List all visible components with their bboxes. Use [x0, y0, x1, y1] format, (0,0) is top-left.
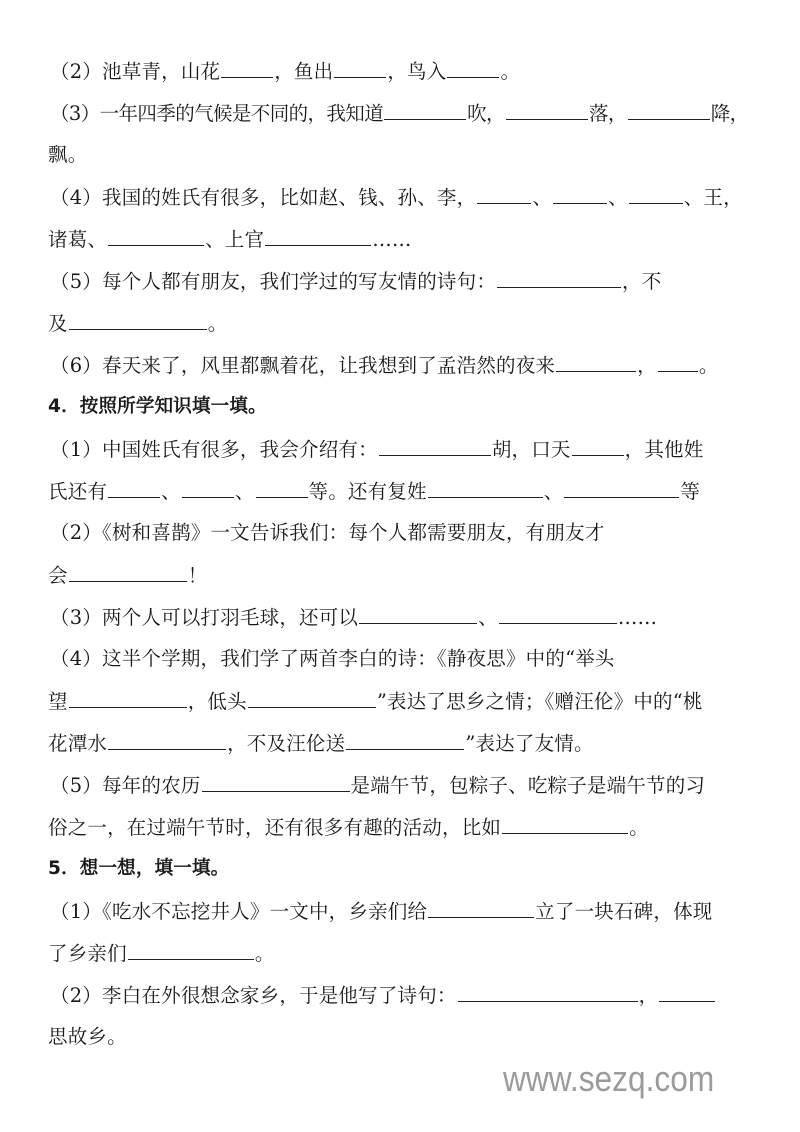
question-3-5	[50, 266, 661, 296]
answer-blank[interactable]	[502, 812, 628, 834]
question-3-2	[50, 56, 520, 86]
question-text: ，不及汪伦送	[227, 732, 346, 755]
question-text: 降，	[710, 102, 749, 125]
question-number: （2）	[50, 60, 103, 83]
question-text: 。	[254, 942, 275, 965]
answer-blank[interactable]	[553, 182, 607, 204]
answer-blank[interactable]	[447, 56, 499, 78]
question-number: （1）	[50, 438, 103, 461]
answer-blank[interactable]	[564, 476, 679, 498]
question-3-3-cont	[48, 140, 87, 170]
answer-blank[interactable]	[379, 434, 491, 456]
answer-blank[interactable]	[497, 266, 621, 288]
question-text: 会	[48, 564, 68, 587]
question-4-1-cont	[48, 476, 700, 506]
question-text: ，鱼出	[274, 60, 334, 83]
question-number: （3）	[50, 102, 100, 125]
answer-blank[interactable]	[265, 224, 371, 246]
question-text: 望	[48, 690, 68, 713]
question-number: （4）	[50, 647, 103, 670]
question-text: 《吃水不忘挖井人》一文中，乡亲们给	[102, 900, 428, 923]
question-5-2	[50, 980, 716, 1010]
question-3-6	[50, 350, 719, 380]
question-text: ，低头	[187, 690, 247, 713]
question-4-4-cont2	[48, 728, 594, 758]
question-number: （2）	[50, 984, 103, 1007]
question-text: 诸葛、	[48, 228, 108, 251]
question-text: ！	[187, 564, 208, 587]
question-text: 两个人可以打羽毛球，还可以	[102, 606, 359, 629]
answer-blank[interactable]	[506, 98, 588, 120]
question-3-4-cont	[48, 224, 412, 254]
question-text: 是端午节，包粽子、吃粽子是端午节的习	[350, 774, 706, 797]
question-text: 了乡亲们	[48, 942, 127, 965]
question-text: 。	[629, 816, 649, 839]
question-4-3	[50, 602, 657, 632]
question-text: ……	[617, 606, 658, 629]
question-text: 每年的农历	[102, 774, 201, 797]
answer-blank[interactable]	[108, 224, 204, 246]
question-3-5-cont	[48, 308, 227, 338]
question-text: 、上官	[205, 228, 265, 251]
question-number: （5）	[50, 774, 103, 797]
question-text: 飘。	[48, 143, 88, 166]
question-5-1-cont	[48, 938, 275, 968]
answer-blank[interactable]	[458, 980, 638, 1002]
question-text: ，	[637, 354, 657, 377]
question-5-2-cont	[48, 1022, 127, 1052]
question-text: 我国的姓氏有很多，比如赵、钱、孙、李，	[102, 186, 477, 209]
question-text: 俗之一，在过端午节时，还有很多有趣的活动，比如	[48, 816, 502, 839]
question-text: 吹，	[467, 102, 505, 125]
section-4-heading: 4．按照所学知识填一填。	[48, 396, 267, 417]
answer-blank[interactable]	[256, 476, 308, 498]
question-number: （5）	[50, 270, 103, 293]
answer-blank[interactable]	[659, 980, 715, 1002]
question-text: 、	[234, 480, 255, 503]
answer-blank[interactable]	[428, 476, 543, 498]
question-text: 落，	[588, 102, 627, 125]
question-number: （1）	[50, 900, 103, 923]
question-text: ”表达了友情。	[465, 732, 594, 755]
question-text: 春天来了，风里都飘着花，让我想到了孟浩然的夜来	[102, 354, 556, 377]
question-text: ，鸟入	[387, 60, 447, 83]
question-text: 、王，	[683, 186, 743, 209]
answer-blank[interactable]	[556, 350, 636, 372]
answer-blank[interactable]	[248, 686, 376, 708]
question-text: 李白在外很想念家乡，于是他写了诗句：	[102, 984, 457, 1007]
question-3-3	[50, 98, 749, 128]
answer-blank[interactable]	[428, 896, 534, 918]
question-text: 。	[500, 60, 521, 83]
answer-blank[interactable]	[477, 182, 531, 204]
question-4-1	[50, 434, 703, 464]
question-text: 思故乡。	[48, 1025, 127, 1048]
question-text: ”表达了思乡之情；《赠汪伦》中的“桃	[376, 690, 703, 713]
answer-blank[interactable]	[69, 308, 207, 330]
answer-blank[interactable]	[221, 56, 273, 78]
question-3-4	[50, 182, 743, 212]
question-4-2-cont	[48, 560, 207, 590]
question-number: （2）	[50, 521, 103, 544]
question-4-2	[50, 518, 604, 548]
question-text: ，其他姓	[624, 438, 704, 461]
question-text: 。	[698, 354, 719, 377]
question-4-4-cont	[48, 686, 703, 716]
answer-blank[interactable]	[182, 476, 234, 498]
answer-blank[interactable]	[334, 56, 386, 78]
question-4-5-cont	[48, 812, 649, 842]
question-text: 、	[543, 480, 564, 503]
answer-blank[interactable]	[128, 938, 254, 960]
answer-blank[interactable]	[572, 434, 624, 456]
question-text: 这半个学期，我们学了两首李白的诗：《静夜思》中的“举头	[102, 647, 615, 670]
question-text: 花潭水	[48, 732, 108, 755]
answer-blank[interactable]	[359, 602, 477, 624]
question-text: 。	[207, 312, 228, 335]
question-text: 每个人都有朋友，我们学过的写友情的诗句：	[102, 270, 497, 293]
question-text: 池草青，山花	[102, 60, 221, 83]
answer-blank[interactable]	[108, 476, 160, 498]
answer-blank[interactable]	[499, 602, 617, 624]
question-text: ，不	[622, 270, 662, 293]
question-text: 等。还有复姓	[308, 480, 427, 503]
question-text: 《树和喜鹊》一文告诉我们：每个人都需要朋友，有朋友才	[102, 521, 605, 544]
question-text: 、	[608, 186, 628, 209]
answer-blank[interactable]	[202, 770, 350, 792]
question-text: 胡，口天	[491, 438, 571, 461]
answer-blank[interactable]	[69, 560, 187, 582]
question-4-4	[50, 644, 615, 674]
question-5-1	[50, 896, 712, 926]
answer-blank[interactable]	[69, 686, 187, 708]
answer-blank[interactable]	[346, 728, 464, 750]
question-text: 立了一块石碑，体现	[535, 900, 713, 923]
question-text: 、	[532, 186, 553, 209]
answer-blank[interactable]	[658, 350, 698, 372]
question-text: 、	[478, 606, 498, 629]
question-text: 及	[48, 312, 68, 335]
question-number: （4）	[50, 186, 103, 209]
answer-blank[interactable]	[629, 182, 683, 204]
question-number: （3）	[50, 606, 103, 629]
question-4-5	[50, 770, 705, 800]
question-text: 、	[161, 480, 181, 503]
question-text: ，	[638, 984, 659, 1007]
answer-blank[interactable]	[628, 98, 710, 120]
question-text: 一年四季的气候是不同的，我知道	[99, 102, 384, 125]
section-5-heading: 5．想一想，填一填。	[48, 858, 230, 879]
question-text: 等	[680, 480, 701, 503]
question-text: ……	[372, 228, 412, 251]
answer-blank[interactable]	[384, 98, 466, 120]
answer-blank[interactable]	[108, 728, 226, 750]
question-text: 氏还有	[48, 480, 108, 503]
watermark: www.sezq.com	[503, 1058, 715, 1099]
question-text: 中国姓氏有很多，我会介绍有：	[102, 438, 378, 461]
question-number: （6）	[50, 354, 103, 377]
